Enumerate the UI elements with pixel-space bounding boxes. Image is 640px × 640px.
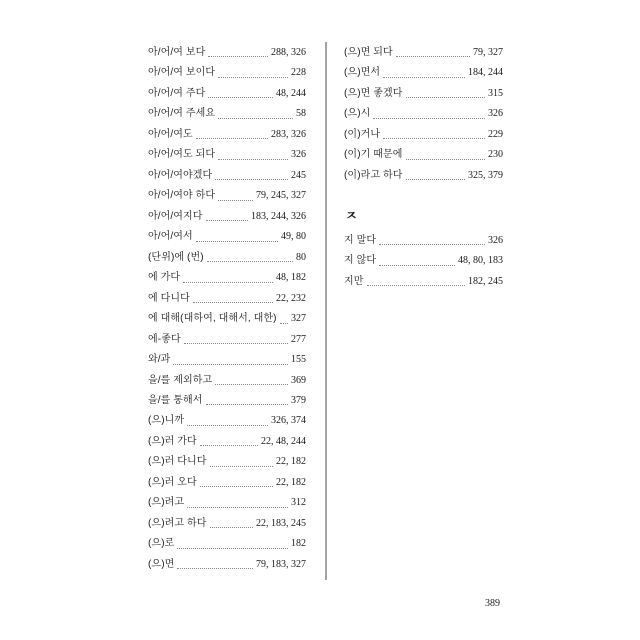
dot-leader bbox=[200, 445, 258, 446]
dot-leader bbox=[406, 179, 465, 180]
index-term: 지 않다 bbox=[344, 255, 377, 267]
index-page-refs: 183, 244, 326 bbox=[251, 210, 306, 222]
index-page-refs: 230 bbox=[488, 149, 503, 161]
dot-leader bbox=[406, 97, 485, 98]
dot-leader bbox=[379, 265, 455, 266]
index-term: 에 대해(대하여, 대해서, 대한) bbox=[148, 313, 277, 325]
dot-leader bbox=[206, 220, 248, 221]
index-page-refs: 326 bbox=[488, 108, 503, 120]
index-entry bbox=[148, 493, 306, 513]
index-term: 아/어/여야 하다 bbox=[148, 190, 216, 202]
index-term: (으)려고 하다 bbox=[148, 517, 207, 529]
index-page-refs: 79, 183, 327 bbox=[256, 558, 306, 570]
index-term: (으)시 bbox=[344, 108, 371, 120]
dot-leader bbox=[218, 200, 253, 201]
index-entry bbox=[148, 371, 306, 391]
index-entry bbox=[148, 63, 306, 83]
index-term: 아/어/여 보이다 bbox=[148, 67, 216, 79]
index-page-refs: 228 bbox=[291, 67, 306, 79]
dot-leader bbox=[215, 179, 288, 180]
index-term: 와/과 bbox=[148, 354, 171, 366]
dot-leader bbox=[218, 118, 293, 119]
column-divider bbox=[325, 42, 327, 580]
index-entry bbox=[148, 555, 306, 575]
index-term: 지 말다 bbox=[344, 234, 377, 246]
index-term: (으)니까 bbox=[148, 415, 185, 427]
index-term: 아/어/여야겠다 bbox=[148, 169, 213, 181]
index-page-refs: 312 bbox=[291, 497, 306, 509]
index-term: (이)거나 bbox=[344, 128, 381, 140]
index-entry bbox=[344, 63, 503, 83]
index-page-refs: 379 bbox=[291, 394, 306, 406]
index-term: (으)면서 bbox=[344, 67, 381, 79]
index-page-refs: 80 bbox=[296, 251, 306, 263]
index-entry bbox=[148, 207, 306, 227]
index-term: (으)러 오다 bbox=[148, 476, 197, 488]
dot-leader bbox=[207, 261, 293, 262]
index-term: 아/어/여도 bbox=[148, 128, 193, 140]
dot-leader bbox=[373, 118, 485, 119]
index-entry bbox=[148, 391, 306, 411]
index-entry bbox=[344, 43, 503, 63]
index-entry bbox=[344, 104, 503, 124]
index-page-refs: 48, 80, 183 bbox=[458, 255, 503, 267]
index-right-column bbox=[344, 43, 503, 292]
index-entry bbox=[344, 145, 503, 165]
dot-leader bbox=[210, 527, 253, 528]
dot-leader bbox=[383, 138, 485, 139]
page-number: 389 bbox=[485, 598, 500, 609]
index-entry bbox=[344, 84, 503, 104]
dot-leader bbox=[208, 56, 268, 57]
index-entry bbox=[148, 248, 306, 268]
index-term: 아/어/여 주다 bbox=[148, 87, 206, 99]
index-entry bbox=[148, 104, 306, 124]
index-term: 을/를 통해서 bbox=[148, 394, 203, 406]
index-page-refs: 182 bbox=[291, 538, 306, 550]
index-page-refs: 48, 244 bbox=[276, 87, 306, 99]
dot-leader bbox=[208, 97, 273, 98]
index-page-refs: 48, 182 bbox=[276, 272, 306, 284]
index-term: (으)려고 bbox=[148, 497, 185, 509]
index-page-refs: 283, 326 bbox=[271, 128, 306, 140]
index-term: 을/를 제외하고 bbox=[148, 374, 213, 386]
index-page-refs: 22, 182 bbox=[276, 476, 306, 488]
index-term: (이)기 때문에 bbox=[344, 149, 403, 161]
dot-leader bbox=[193, 302, 273, 303]
dot-leader bbox=[177, 548, 288, 549]
index-entry bbox=[344, 166, 503, 186]
index-entry bbox=[148, 411, 306, 431]
index-entry bbox=[148, 452, 306, 472]
index-page-refs: 245 bbox=[291, 169, 306, 181]
index-term: (으)로 bbox=[148, 538, 175, 550]
index-entry bbox=[148, 432, 306, 452]
index-page-refs: 79, 327 bbox=[473, 47, 503, 58]
index-term: 에-좋다 bbox=[148, 333, 181, 345]
index-page-refs: 326 bbox=[488, 234, 503, 246]
index-entry bbox=[148, 186, 306, 206]
index-entry bbox=[148, 473, 306, 493]
index-entry bbox=[148, 534, 306, 554]
dot-leader bbox=[187, 507, 288, 508]
index-page-refs: 325, 379 bbox=[468, 169, 503, 181]
index-left-column bbox=[148, 43, 306, 575]
index-entry bbox=[148, 43, 306, 63]
dot-leader bbox=[218, 77, 288, 78]
dot-leader bbox=[184, 343, 288, 344]
index-page-refs: 58 bbox=[296, 108, 306, 120]
index-page-refs: 155 bbox=[291, 354, 306, 366]
dot-leader bbox=[218, 159, 288, 160]
index-page-refs: 79, 245, 327 bbox=[256, 190, 306, 202]
index-term: (으)러 가다 bbox=[148, 435, 197, 447]
index-page-refs: 327 bbox=[291, 313, 306, 325]
dot-leader bbox=[196, 241, 278, 242]
index-term: 아/어/여 보다 bbox=[148, 47, 206, 58]
index-entry bbox=[148, 227, 306, 247]
dot-leader bbox=[177, 568, 253, 569]
dot-leader bbox=[210, 466, 273, 467]
dot-leader bbox=[383, 77, 465, 78]
index-term: 아/어/여지다 bbox=[148, 210, 203, 222]
index-page-refs: 277 bbox=[291, 333, 306, 345]
index-entry bbox=[148, 289, 306, 309]
dot-leader bbox=[367, 285, 465, 286]
index-entry bbox=[148, 268, 306, 288]
index-entry bbox=[148, 166, 306, 186]
index-term: 아/어/여도 되다 bbox=[148, 149, 216, 161]
index-entry bbox=[148, 309, 306, 329]
index-page-refs: 184, 244 bbox=[468, 67, 503, 79]
index-term: (으)면 bbox=[148, 558, 175, 570]
index-page-refs: 326 bbox=[291, 149, 306, 161]
dot-leader bbox=[187, 425, 268, 426]
index-entry bbox=[148, 350, 306, 370]
index-page-refs: 326, 374 bbox=[271, 415, 306, 427]
index-page-refs: 315 bbox=[488, 87, 503, 99]
index-entry bbox=[148, 125, 306, 145]
index-entry bbox=[148, 514, 306, 534]
index-term: (으)러 다니다 bbox=[148, 456, 207, 468]
index-entry bbox=[148, 330, 306, 350]
index-entry bbox=[148, 84, 306, 104]
index-term: (단위)에 (번) bbox=[148, 251, 204, 263]
index-term: (으)면 좋겠다 bbox=[344, 87, 403, 99]
dot-leader bbox=[215, 384, 288, 385]
dot-leader bbox=[206, 404, 288, 405]
dot-leader bbox=[173, 364, 288, 365]
dot-leader bbox=[196, 138, 268, 139]
index-term: (이)라고 하다 bbox=[344, 169, 403, 181]
index-page-refs: 22, 183, 245 bbox=[256, 517, 306, 529]
dot-leader bbox=[379, 244, 485, 245]
dot-leader bbox=[406, 159, 485, 160]
index-term: 에 다니다 bbox=[148, 292, 190, 304]
index-term: 아/어/여 주세요 bbox=[148, 108, 216, 120]
index-term: 지만 bbox=[344, 275, 364, 287]
index-term: (으)면 되다 bbox=[344, 47, 393, 58]
index-term: 에 가다 bbox=[148, 272, 181, 284]
index-entry bbox=[344, 125, 503, 145]
index-page-refs: 22, 48, 244 bbox=[261, 435, 306, 447]
index-page-refs: 22, 232 bbox=[276, 292, 306, 304]
index-entry bbox=[344, 231, 503, 251]
dot-leader bbox=[280, 323, 288, 324]
index-page-refs: 369 bbox=[291, 374, 306, 386]
dot-leader bbox=[396, 56, 470, 57]
index-page-refs: 229 bbox=[488, 128, 503, 140]
index-page-refs: 182, 245 bbox=[468, 275, 503, 287]
index-entry bbox=[344, 272, 503, 292]
index-entry bbox=[148, 145, 306, 165]
dot-leader bbox=[200, 486, 273, 487]
index-term: 아/어/여서 bbox=[148, 231, 193, 243]
index-page-refs: 49, 80 bbox=[281, 231, 306, 243]
index-page-refs: 288, 326 bbox=[271, 47, 306, 58]
section-heading-j: ㅈ bbox=[345, 208, 358, 224]
index-entry bbox=[344, 251, 503, 271]
dot-leader bbox=[183, 282, 273, 283]
index-page-refs: 22, 182 bbox=[276, 456, 306, 468]
